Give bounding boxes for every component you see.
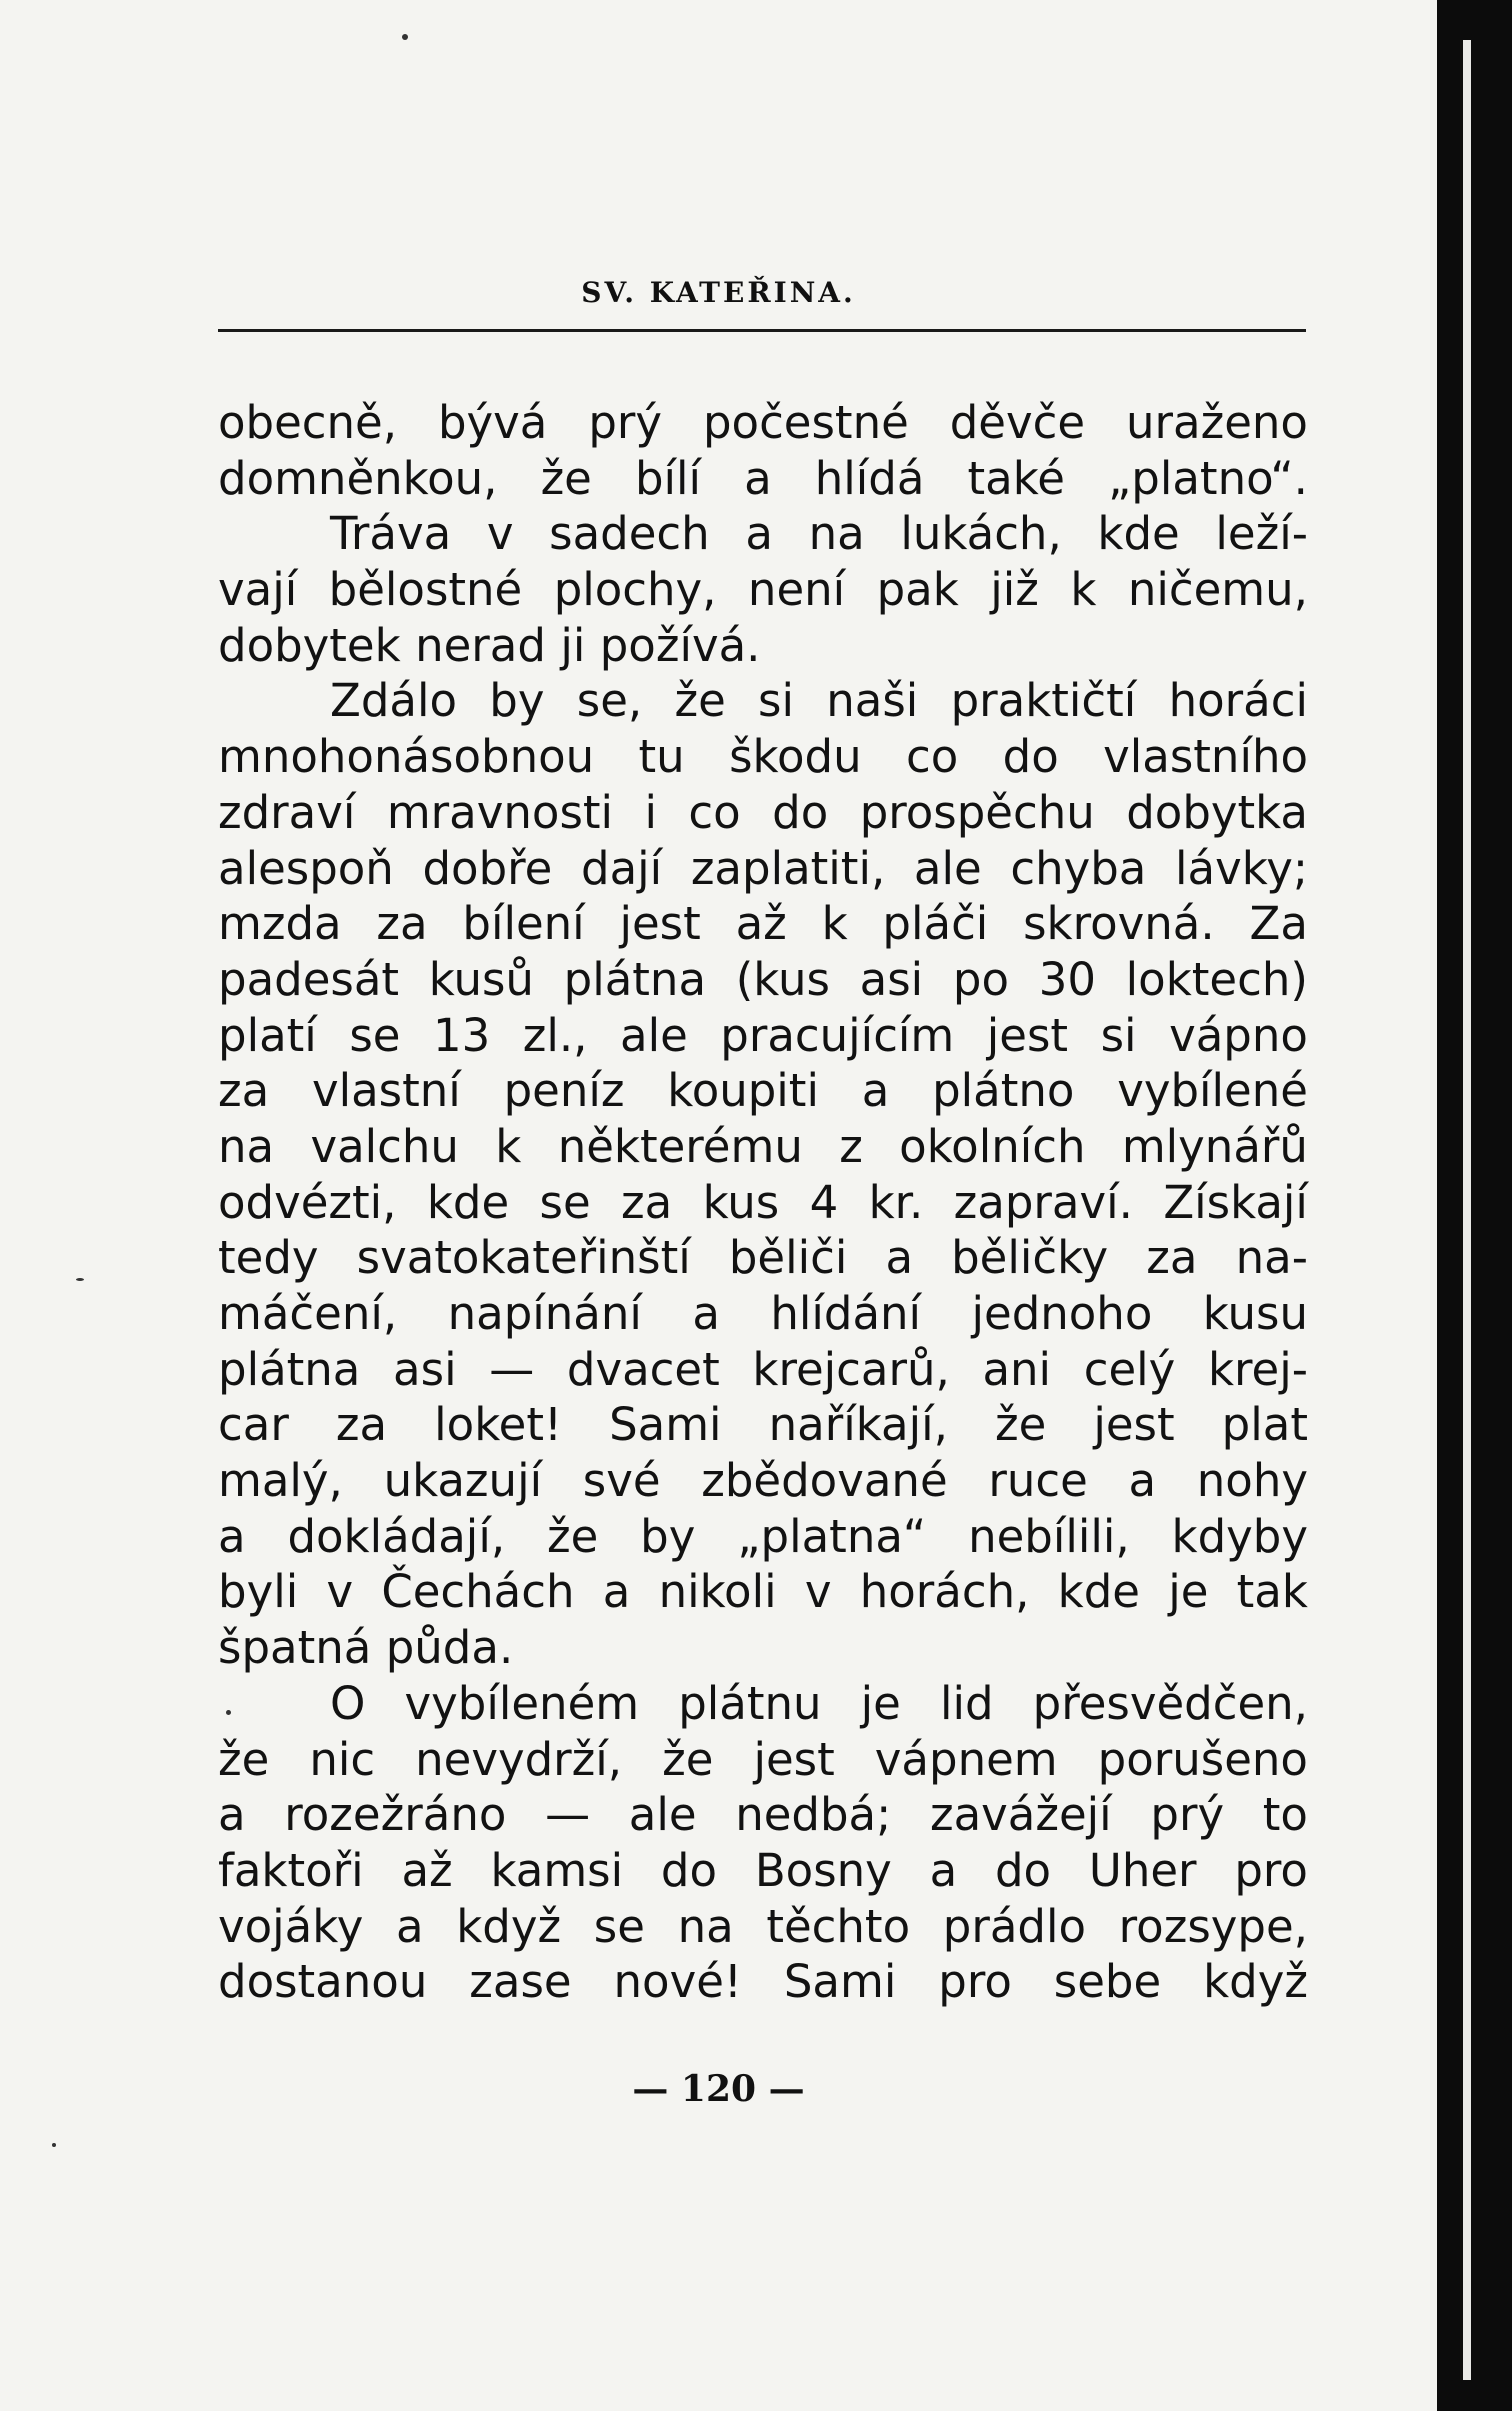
word: faktoři: [218, 1843, 364, 1897]
word: bělostné: [328, 563, 523, 617]
word: a: [218, 1509, 246, 1563]
text-line: [218, 1230, 1308, 1286]
word: —: [545, 1788, 591, 1842]
word: nic: [309, 1732, 376, 1786]
word: když: [456, 1899, 562, 1953]
word: nikoli: [658, 1565, 777, 1619]
word: ale: [628, 1788, 697, 1842]
word: co: [905, 730, 959, 784]
text-line: [218, 1509, 1308, 1565]
word: přesvědčen,: [1032, 1676, 1308, 1730]
word: do: [772, 785, 829, 839]
next-page-edge: [1463, 40, 1471, 2380]
word: pro: [1234, 1843, 1308, 1897]
text-line: [218, 1732, 1308, 1788]
word: těchto: [766, 1899, 911, 1953]
word: za: [376, 897, 428, 951]
word: se: [539, 1175, 591, 1229]
word: a: [885, 1231, 914, 1285]
word: pláči: [882, 897, 989, 951]
word: asi: [393, 1342, 457, 1396]
word: plátnu: [678, 1676, 822, 1730]
word: své: [582, 1454, 661, 1508]
text-line: [218, 785, 1308, 841]
text-line: [218, 896, 1308, 952]
word: by: [640, 1509, 696, 1563]
word: alespoň: [218, 841, 394, 895]
word: loktech): [1125, 952, 1308, 1006]
word: dají: [581, 841, 663, 895]
word: chyba: [1010, 841, 1147, 895]
word: děvče: [949, 396, 1086, 449]
text-line: [218, 1175, 1308, 1231]
word: „platna“: [737, 1509, 927, 1563]
word: by: [489, 674, 545, 728]
word: i: [644, 785, 657, 839]
text-line: [218, 1063, 1308, 1119]
word: je: [860, 1676, 901, 1730]
word: ničemu,: [1127, 563, 1308, 617]
word: a: [745, 507, 773, 561]
word: kusu: [1202, 1287, 1308, 1340]
word: skrovná.: [1023, 897, 1215, 951]
word: kus: [702, 1175, 780, 1229]
word: k: [821, 897, 848, 951]
word: malý,: [218, 1454, 343, 1508]
word: tedy: [218, 1231, 319, 1285]
word: k: [495, 1119, 522, 1173]
word: okolních: [899, 1119, 1086, 1173]
word: koupiti: [667, 1064, 819, 1118]
word: je: [1168, 1565, 1209, 1619]
word: počestné: [702, 396, 909, 449]
word: běliči: [728, 1231, 848, 1285]
word: asi: [859, 952, 924, 1006]
running-header: SV. KATEŘINA.: [581, 276, 856, 309]
text-line: [218, 1564, 1308, 1620]
word: bílí: [634, 451, 702, 505]
word: nedbá;: [735, 1788, 892, 1842]
word: lávky;: [1175, 841, 1308, 895]
word: jest: [619, 897, 701, 951]
word: prý: [588, 396, 663, 449]
word: kde: [426, 1175, 510, 1229]
word: že: [218, 1732, 270, 1786]
word: ani: [982, 1342, 1052, 1396]
word: do: [994, 1843, 1052, 1897]
word: pro: [938, 1955, 1012, 2009]
text-line: [218, 1397, 1308, 1453]
word: máčení,: [218, 1287, 398, 1340]
word: praktičtí: [950, 674, 1137, 728]
print-speck: [402, 34, 408, 40]
word: kde: [1057, 1565, 1140, 1619]
word: nebílili,: [968, 1509, 1130, 1563]
text-line: [218, 1954, 1308, 2010]
word: v: [326, 1565, 354, 1619]
page-number: — 120 —: [632, 2068, 805, 2110]
word: ukazují: [383, 1454, 543, 1508]
text-line: [218, 1286, 1308, 1342]
text-line: [218, 451, 1308, 507]
word: se: [349, 1008, 401, 1062]
word: do: [1002, 730, 1059, 784]
text-line: [218, 562, 1308, 618]
word: vápno: [1169, 1008, 1308, 1062]
word: peníz: [503, 1064, 625, 1118]
word: Bosny: [754, 1843, 892, 1897]
word: že: [994, 1398, 1047, 1452]
word: mnohonásobnou: [218, 730, 595, 784]
word: pak: [876, 563, 959, 617]
word: že: [540, 451, 592, 505]
word: špatná: [218, 1621, 372, 1675]
word: plátno: [932, 1064, 1075, 1118]
word: požívá.: [599, 618, 761, 672]
word: loket!: [434, 1398, 563, 1452]
word: se: [593, 1899, 645, 1953]
word: běličky: [951, 1231, 1109, 1285]
word: jest: [986, 1008, 1069, 1062]
word: vojáky: [218, 1899, 364, 1953]
word: valchu: [310, 1119, 459, 1173]
word: „platno“.: [1107, 451, 1308, 505]
word: plátna: [218, 1342, 361, 1396]
word: kr.: [868, 1175, 924, 1229]
word: za: [1146, 1231, 1198, 1285]
word: porušeno: [1097, 1732, 1308, 1786]
text-line: [218, 841, 1308, 897]
word: k: [1070, 563, 1097, 617]
word: horáci: [1168, 674, 1308, 728]
word: není: [747, 563, 846, 617]
word: již: [990, 563, 1039, 617]
word: 4: [809, 1175, 839, 1229]
word: a: [929, 1843, 958, 1897]
word: co: [688, 785, 741, 839]
word: naříkají,: [768, 1398, 948, 1452]
word: v: [804, 1565, 832, 1619]
word: kamsi: [490, 1843, 624, 1897]
word: zl.,: [522, 1008, 588, 1062]
word: jest: [1093, 1398, 1175, 1452]
word: dobytka: [1126, 785, 1308, 839]
word: jednoho: [971, 1287, 1153, 1340]
text-line: [218, 1119, 1308, 1175]
text-line: [218, 673, 1308, 729]
word: na-: [1235, 1231, 1308, 1285]
word: a: [692, 1287, 720, 1340]
word: Čechách: [381, 1565, 575, 1619]
word: dostanou: [218, 1955, 428, 2009]
text-line: [218, 618, 1308, 674]
word: sadech: [549, 507, 710, 561]
word: na: [677, 1899, 734, 1953]
text-line: [218, 729, 1308, 785]
word: Zdálo: [330, 674, 458, 728]
word: prospěchu: [859, 785, 1095, 839]
word: škodu: [729, 730, 862, 784]
word: bílení: [462, 897, 585, 951]
word: do: [660, 1843, 718, 1897]
word: zaplatiti,: [690, 841, 886, 895]
word: vlastní: [311, 1064, 461, 1118]
word: když: [1203, 1955, 1308, 2009]
word: rozežráno: [284, 1788, 507, 1842]
word: a: [218, 1788, 246, 1842]
word: za: [335, 1398, 388, 1452]
text-line: [218, 1899, 1308, 1955]
word: naši: [826, 674, 919, 728]
word: také: [967, 451, 1065, 505]
word: nevydrží,: [415, 1732, 623, 1786]
text-line: [218, 1676, 1308, 1732]
word: krejcarů,: [752, 1342, 950, 1396]
word: a: [744, 451, 772, 505]
word: Sami: [783, 1955, 897, 2009]
word: půda.: [385, 1621, 514, 1675]
word: vlastního: [1103, 730, 1308, 784]
print-speck: [76, 1278, 84, 1281]
word: prádlo: [942, 1899, 1087, 1953]
body-text: [218, 395, 1308, 2040]
word: že: [674, 674, 726, 728]
word: se,: [576, 674, 643, 728]
word: lukách,: [900, 507, 1062, 561]
word: nohy: [1196, 1454, 1308, 1508]
word: byli: [218, 1565, 299, 1619]
word: to: [1262, 1788, 1308, 1842]
word: vají: [218, 563, 298, 617]
word: napínání: [447, 1287, 642, 1340]
word: že: [662, 1732, 714, 1786]
word: vybíleném: [404, 1676, 640, 1730]
word: tak: [1236, 1565, 1308, 1619]
word: Za: [1249, 897, 1308, 951]
word: že: [546, 1509, 599, 1563]
word: zapraví.: [953, 1175, 1133, 1229]
text-line: [218, 1453, 1308, 1509]
word: platí: [218, 1008, 317, 1062]
word: a: [395, 1899, 424, 1953]
header-rule: [218, 329, 1306, 332]
word: dobytek: [218, 618, 401, 672]
word: prý: [1150, 1788, 1225, 1842]
word: až: [735, 897, 787, 951]
word: z: [839, 1119, 863, 1173]
word: a: [1128, 1454, 1157, 1508]
word: ji: [560, 618, 586, 672]
word: mzda: [218, 897, 342, 951]
word: v: [486, 507, 514, 561]
word: dokládají,: [287, 1509, 506, 1563]
word: dvacet: [566, 1342, 720, 1396]
word: plochy,: [553, 563, 717, 617]
word: tu: [638, 730, 685, 784]
word: svatokateřinští: [356, 1231, 691, 1285]
word: rozsype,: [1118, 1899, 1308, 1953]
word: Uher: [1088, 1843, 1197, 1897]
text-line: [218, 1787, 1308, 1843]
word: ale: [620, 1008, 688, 1062]
word: jest: [753, 1732, 835, 1786]
word: zase: [469, 1955, 572, 2009]
print-speck: [52, 2143, 56, 2147]
word: ale: [913, 841, 982, 895]
word: ruce: [988, 1454, 1088, 1508]
text-line: [218, 952, 1308, 1008]
word: obecně,: [218, 396, 398, 449]
word: až: [401, 1843, 453, 1897]
word: některému: [557, 1119, 803, 1173]
word: kde: [1097, 507, 1180, 561]
word: po: [952, 952, 1009, 1006]
word: (kus: [735, 952, 830, 1006]
word: celý: [1083, 1342, 1176, 1396]
word: na: [808, 507, 865, 561]
text-line: [218, 395, 1308, 451]
word: za: [218, 1064, 270, 1118]
word: na: [218, 1119, 275, 1173]
word: mlynářů: [1121, 1119, 1308, 1173]
word: domněnkou,: [218, 451, 498, 505]
word: hlídání: [770, 1287, 922, 1340]
word: lid: [939, 1676, 994, 1730]
word: zavážejí: [929, 1788, 1112, 1842]
word: leží-: [1215, 507, 1308, 561]
word: pracujícím: [720, 1008, 955, 1062]
word: uraženo: [1125, 396, 1308, 449]
text-line: [218, 1008, 1308, 1064]
word: padesát: [218, 952, 400, 1006]
word: hlídá: [814, 451, 925, 505]
word: vápnem: [874, 1732, 1058, 1786]
word: kusů: [428, 952, 534, 1006]
word: Tráva: [330, 507, 452, 561]
scan-edge-strip: [1437, 0, 1512, 2411]
word: mravnosti: [386, 785, 614, 839]
text-line: [218, 1620, 1308, 1676]
word: horách,: [859, 1565, 1030, 1619]
word: zbědované: [701, 1454, 948, 1508]
word: si: [1100, 1008, 1137, 1062]
word: a: [861, 1064, 890, 1118]
text-line: [218, 1843, 1308, 1899]
word: dobře: [422, 841, 553, 895]
word: Získají: [1163, 1175, 1308, 1229]
word: si: [758, 674, 794, 728]
word: za: [621, 1175, 673, 1229]
word: —: [489, 1342, 535, 1396]
word: a: [602, 1565, 631, 1619]
word: O: [330, 1676, 366, 1730]
word: Sami: [609, 1398, 722, 1452]
word: car: [218, 1398, 289, 1452]
word: sebe: [1053, 1955, 1162, 2009]
word: zdraví: [218, 785, 356, 839]
word: nové!: [613, 1955, 742, 2009]
word: odvézti,: [218, 1175, 397, 1229]
word: vybílené: [1117, 1064, 1308, 1118]
word: plátna: [563, 952, 707, 1006]
word: nerad: [415, 618, 546, 672]
word: 30: [1038, 952, 1096, 1006]
word: plat: [1221, 1398, 1308, 1452]
text-line: [218, 1342, 1308, 1398]
word: 13: [432, 1008, 491, 1062]
word: kdyby: [1171, 1509, 1308, 1563]
text-line: [218, 506, 1308, 562]
word: bývá: [437, 396, 548, 449]
word: krej-: [1207, 1342, 1308, 1396]
